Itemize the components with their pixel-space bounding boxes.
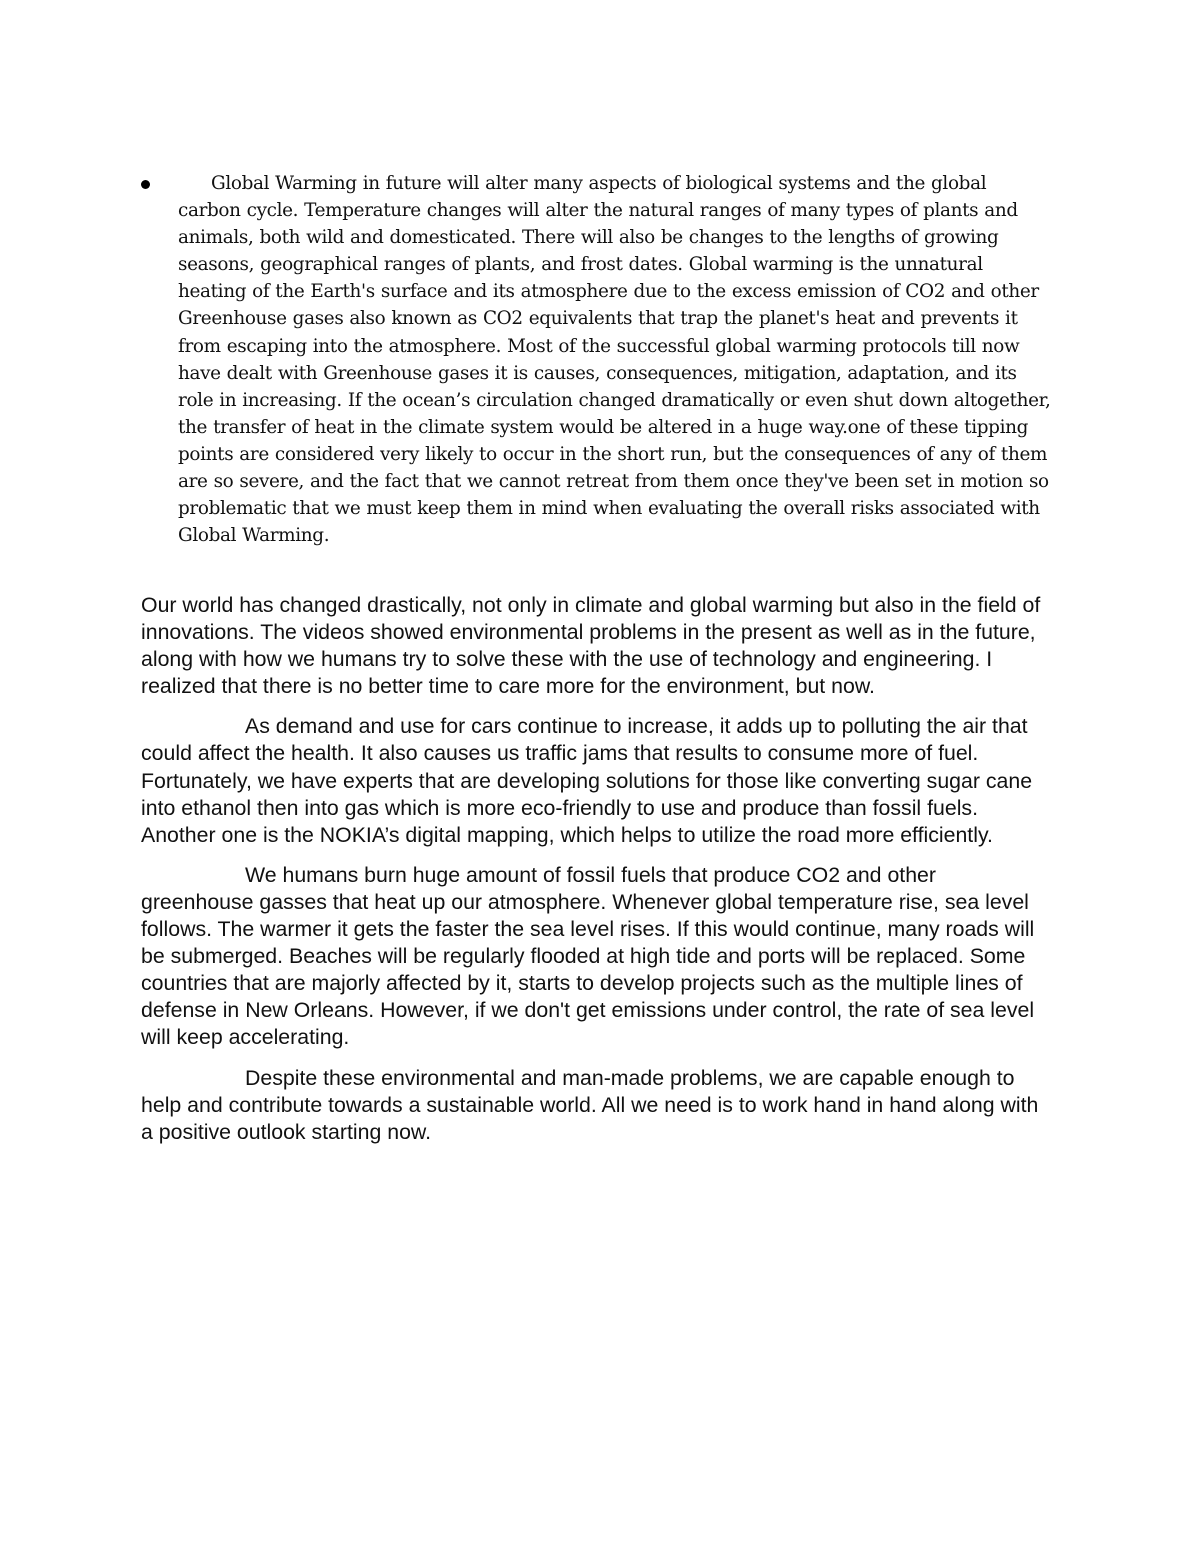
essay-body bbox=[141, 592, 1053, 1159]
paragraph-intro: Our world has changed drastically, not only in climate and global warming but also in the field of innovations. The videos showed environmental problems in the present as well as in the future, along with how we humans try to solve these with the use of technology and engineering. I realized that there is no better time to care more for the environment, but now. bbox=[141, 593, 1041, 699]
paragraph-cars: As demand and use for cars continue to increase, it adds up to polluting the air that could affect the health. It also causes us traffic jams that results to consume more of fuel. Fortunately, we have experts that are developing solutions for those like converting sugar cane into ethanol then into gas which is more eco-friendly to use and produce than fossil fuels. Another one is the NOKIA’s digital mapping, which helps to utilize the road more efficiently. bbox=[141, 714, 1033, 847]
paragraph-sea-level: We humans burn huge amount of fossil fuels that produce CO2 and other greenhouse gasses that heat up our atmosphere. Whenever global temperature rise, sea level follows. The warmer it gets the faster the sea level rises. If this would continue, many roads will be submerged. Beaches will be regularly flooded at high tide and ports will be replaced. Some countries that are majorly affected by it, starts to develop projects such as the multiple lines of defense in New Orleans. However, if we don't get emissions under control, the rate of sea level will keep accelerating. bbox=[141, 862, 1035, 1050]
bullet-list bbox=[141, 170, 1051, 549]
paragraph-conclusion: Despite these environmental and man-made problems, we are capable enough to help and contribute towards a sustainable world. All we need is to work hand in hand along with a positive outlook starting now. bbox=[141, 1065, 1039, 1144]
bullet-dot-icon bbox=[141, 180, 150, 189]
bullet-item-text: Global Warming in future will alter many aspects of biological systems and the global carbon cycle. Temperature changes will alter the natural ranges of many types of plants and animals, both wild and domesticated. There will also be changes to the lengths of growing seasons, geographical ranges of plants, and frost dates. Global warming is the unnatural heating of the Earth's surface and its atmosphere due to the excess emission of CO2 and other Greenhouse gases also known as CO2 equivalents that trap the planet's heat and prevents it from escaping into the atmosphere. Most of the successful global warming protocols till now have dealt with Greenhouse gases it is causes, consequences, mitigation, adaptation, and its role in increasing. If the ocean’s circulation changed dramatically or even shut down altogether, the transfer of heat in the climate system would be altered in a huge way.one of these tipping points are considered very likely to occur in the short run, but the consequences of any of them are so severe, and the fact that we cannot retreat from them once they've been set in motion so problematic that we must keep them in mind when evaluating the overall risks associated with Global Warming. bbox=[178, 173, 1051, 547]
